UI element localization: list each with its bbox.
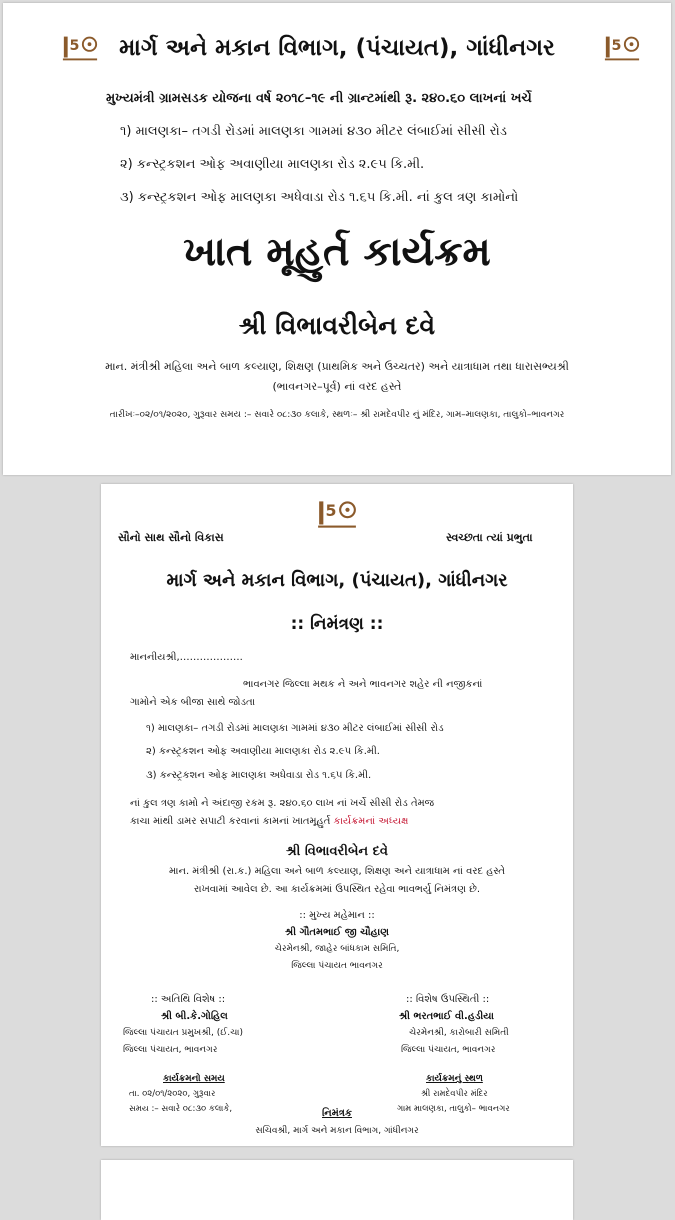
inviter-heading: નિમંત્રક — [322, 1108, 352, 1119]
program-time-heading: કાર્યક્રમનો સમય — [163, 1074, 225, 1084]
gandhi-150-logo-center-icon — [316, 498, 358, 530]
svg-text:5: 5 — [69, 37, 80, 54]
banner-card — [3, 3, 671, 475]
banner-event-title: ખાત મૂહુર્ત કાર્યક્રમ — [183, 229, 491, 275]
chief-guest-heading: :: મુખ્ય મહેમાન :: — [299, 910, 375, 921]
banner-chief-role-1: માન. મંત્રીશ્રી મહિલા અને બાળ કલ્યાણ, શિક્ષણ (પ્રાથમિક અને ઉચ્ચતર) અને યાત્રાધામ તથા ધારાસભ્યશ્રી — [105, 360, 569, 373]
program-venue-heading: કાર્યક્રમનું સ્થળ — [426, 1074, 483, 1084]
para1-line2: ગામોને એક બીજા સાથે જોડતા — [130, 697, 256, 708]
banner-chief-role-2: (ભાવનગર–પૂર્વ) નાં વરદ હસ્તે — [272, 380, 402, 393]
special-presence-role1: ચેરમેનશ્રી, કારોબારી સમિતી — [409, 1028, 509, 1038]
banner-dept-title: માર્ગ અને મકાન વિભાગ, (પંચાયત), ગાંધીનગર — [119, 35, 555, 61]
invite-heading: :: નિમંત્રણ :: — [290, 614, 384, 634]
para2-line1: નાં કુલ ત્રણ કામો ને અંદાજી રકમ રૂ. ૨૪૦.૬૦ લાખ નાં ખર્ચે સીસી રોડ તેમજ — [130, 798, 435, 809]
banner-chief-name: શ્રી વિભાવરીબેન દવે — [238, 311, 436, 340]
para1-line1: ભાવનગર જિલ્લા મથક ને અને ભાવનગર શહેર ની નજીકનાં — [243, 679, 483, 690]
invite-chief-line2: રાખવામાં આવેલ છે. આ કાર્યક્રમમાં ઉપસ્થિત રહેવા ભાવભર્યુ નિમંત્રણ છે. — [193, 884, 481, 895]
banner-intro: મુખ્યમંત્રી ગ્રામસડક યોજના વર્ષ ૨૦૧૮–૧૯ ની ગ્રાન્ટમાંથી રૂ. ૨૪૦.૬૦ લાખનાં ખર્ચે — [106, 91, 532, 106]
chief-guest-role1: ચેરમેનશ્રી, જાહેર બાંધકામ સમિતિ, — [274, 944, 400, 954]
next-page-card — [101, 1160, 573, 1220]
invite-work-1: ૧) માલણકા– તગડી રોડમાં માલણકા ગામમાં ૪૩૦ મીટર લંબાઈમાં સીસી રોડ — [146, 723, 444, 734]
special-guest-role1: જિલ્લા પંચાયત પ્રમુખશ્રી, (ઈ.ચા) — [123, 1028, 244, 1038]
inviter-line: સચિવશ્રી, માર્ગ અને મકાન વિભાગ, ગાંધીનગર — [255, 1126, 419, 1136]
special-presence-name: શ્રી ભરતભાઈ વી.હડીયા — [399, 1011, 494, 1022]
para2-line2 — [130, 816, 408, 827]
invitation-card — [101, 484, 573, 1146]
slogan-right: સ્વચ્છતા ત્યાં પ્રભુતા — [446, 531, 533, 544]
special-guest-heading: :: અતિથિ વિશેષ :: — [151, 994, 226, 1005]
invite-dept-title: માર્ગ અને મકાન વિભાગ, (પંચાયત), ગાંધીનગર — [166, 570, 508, 591]
program-time-line2: સમય :– સવારે ૦૮:૩૦ કલાકે, — [129, 1104, 233, 1114]
slogan-left: સૌનો સાથ સૌનો વિકાસ — [118, 531, 224, 544]
special-presence-heading: :: વિશેષ ઉપસ્થિતી :: — [406, 994, 490, 1005]
para2-line2-text: કાચા માંથી ડામર સપાટી કરવાનાં કામનાં ખાતમૂહુર્ત — [130, 816, 334, 827]
invite-chief-name: શ્રી વિભાવરીબેન દવે — [285, 844, 388, 859]
banner-work-3: ૩) કન્સ્ટ્રકશન ઓફ માલણકા અધેવાડા રોડ ૧.૬૫ કિ.મી. નાં કુલ ત્રણ કામોનો — [120, 190, 519, 205]
invite-work-2: ૨) કન્સ્ટ્રકશન ઓફ અવાણીયા માલણકા રોડ ૨.૯૫ કિ.મી. — [146, 746, 380, 757]
chairperson-label: કાર્યક્રમનાં અધ્યક્ષ — [333, 816, 409, 827]
banner-work-1: ૧) માલણકા– તગડી રોડમાં માલણકા ગામમાં ૪૩૦ મીટર લંબાઈમાં સીસી રોડ — [120, 124, 507, 139]
invite-chief-line1: માન. મંત્રીશ્રી (રા.ક.) મહિલા અને બાળ કલ્યાણ, શિક્ષણ અને યાત્રાધામ નાં વરદ હસ્તે — [168, 866, 505, 877]
svg-text:5: 5 — [611, 37, 622, 54]
svg-text:5: 5 — [325, 501, 337, 521]
special-guest-name: શ્રી બી.કે.ગોહિલ — [161, 1011, 228, 1022]
program-time-line1: તા. ૦૨/૦૧/૨૦૨૦, ગુરૂવાર — [129, 1089, 216, 1099]
program-venue-line2: ગામ માલણકા, તાલુકો– ભાવનગર — [397, 1104, 510, 1114]
invite-work-3: ૩) કન્સ્ટ્રકશન ઓફ માલણકા અધેવાડા રોડ ૧.૬૫ કિ.મી. — [146, 770, 372, 781]
special-guest-role2: જિલ્લા પંચાયત, ભાવનગર — [123, 1045, 218, 1055]
special-presence-role2: જિલ્લા પંચાયત, ભાવનગર — [401, 1045, 496, 1055]
banner-work-2: ૨) કન્સ્ટ્રકશન ઓફ અવાણીયા માલણકા રોડ ૨.૯૫ કિ.મી. — [120, 157, 425, 172]
program-venue-line1: શ્રી રામદેવપીર મંદિર — [421, 1089, 488, 1099]
chief-guest-role2: જિલ્લા પંચાયત ભાવનગર — [291, 961, 383, 971]
banner-details: તારીખઃ–૦૨/૦૧/૨૦૨૦, ગુરૂવાર સમય :– સવારે ૦૮:૩૦ કલાકે, સ્થળઃ– શ્રી રામદેવપીર નું મંદિર, ગામ–માલણકા, તાલુકો–ભાવનગર — [109, 410, 565, 420]
salutation: માનનીયશ્રી,………………. — [130, 652, 243, 663]
chief-guest-name: શ્રી ગૌતમભાઈ જી ચૌહાણ — [285, 927, 389, 938]
